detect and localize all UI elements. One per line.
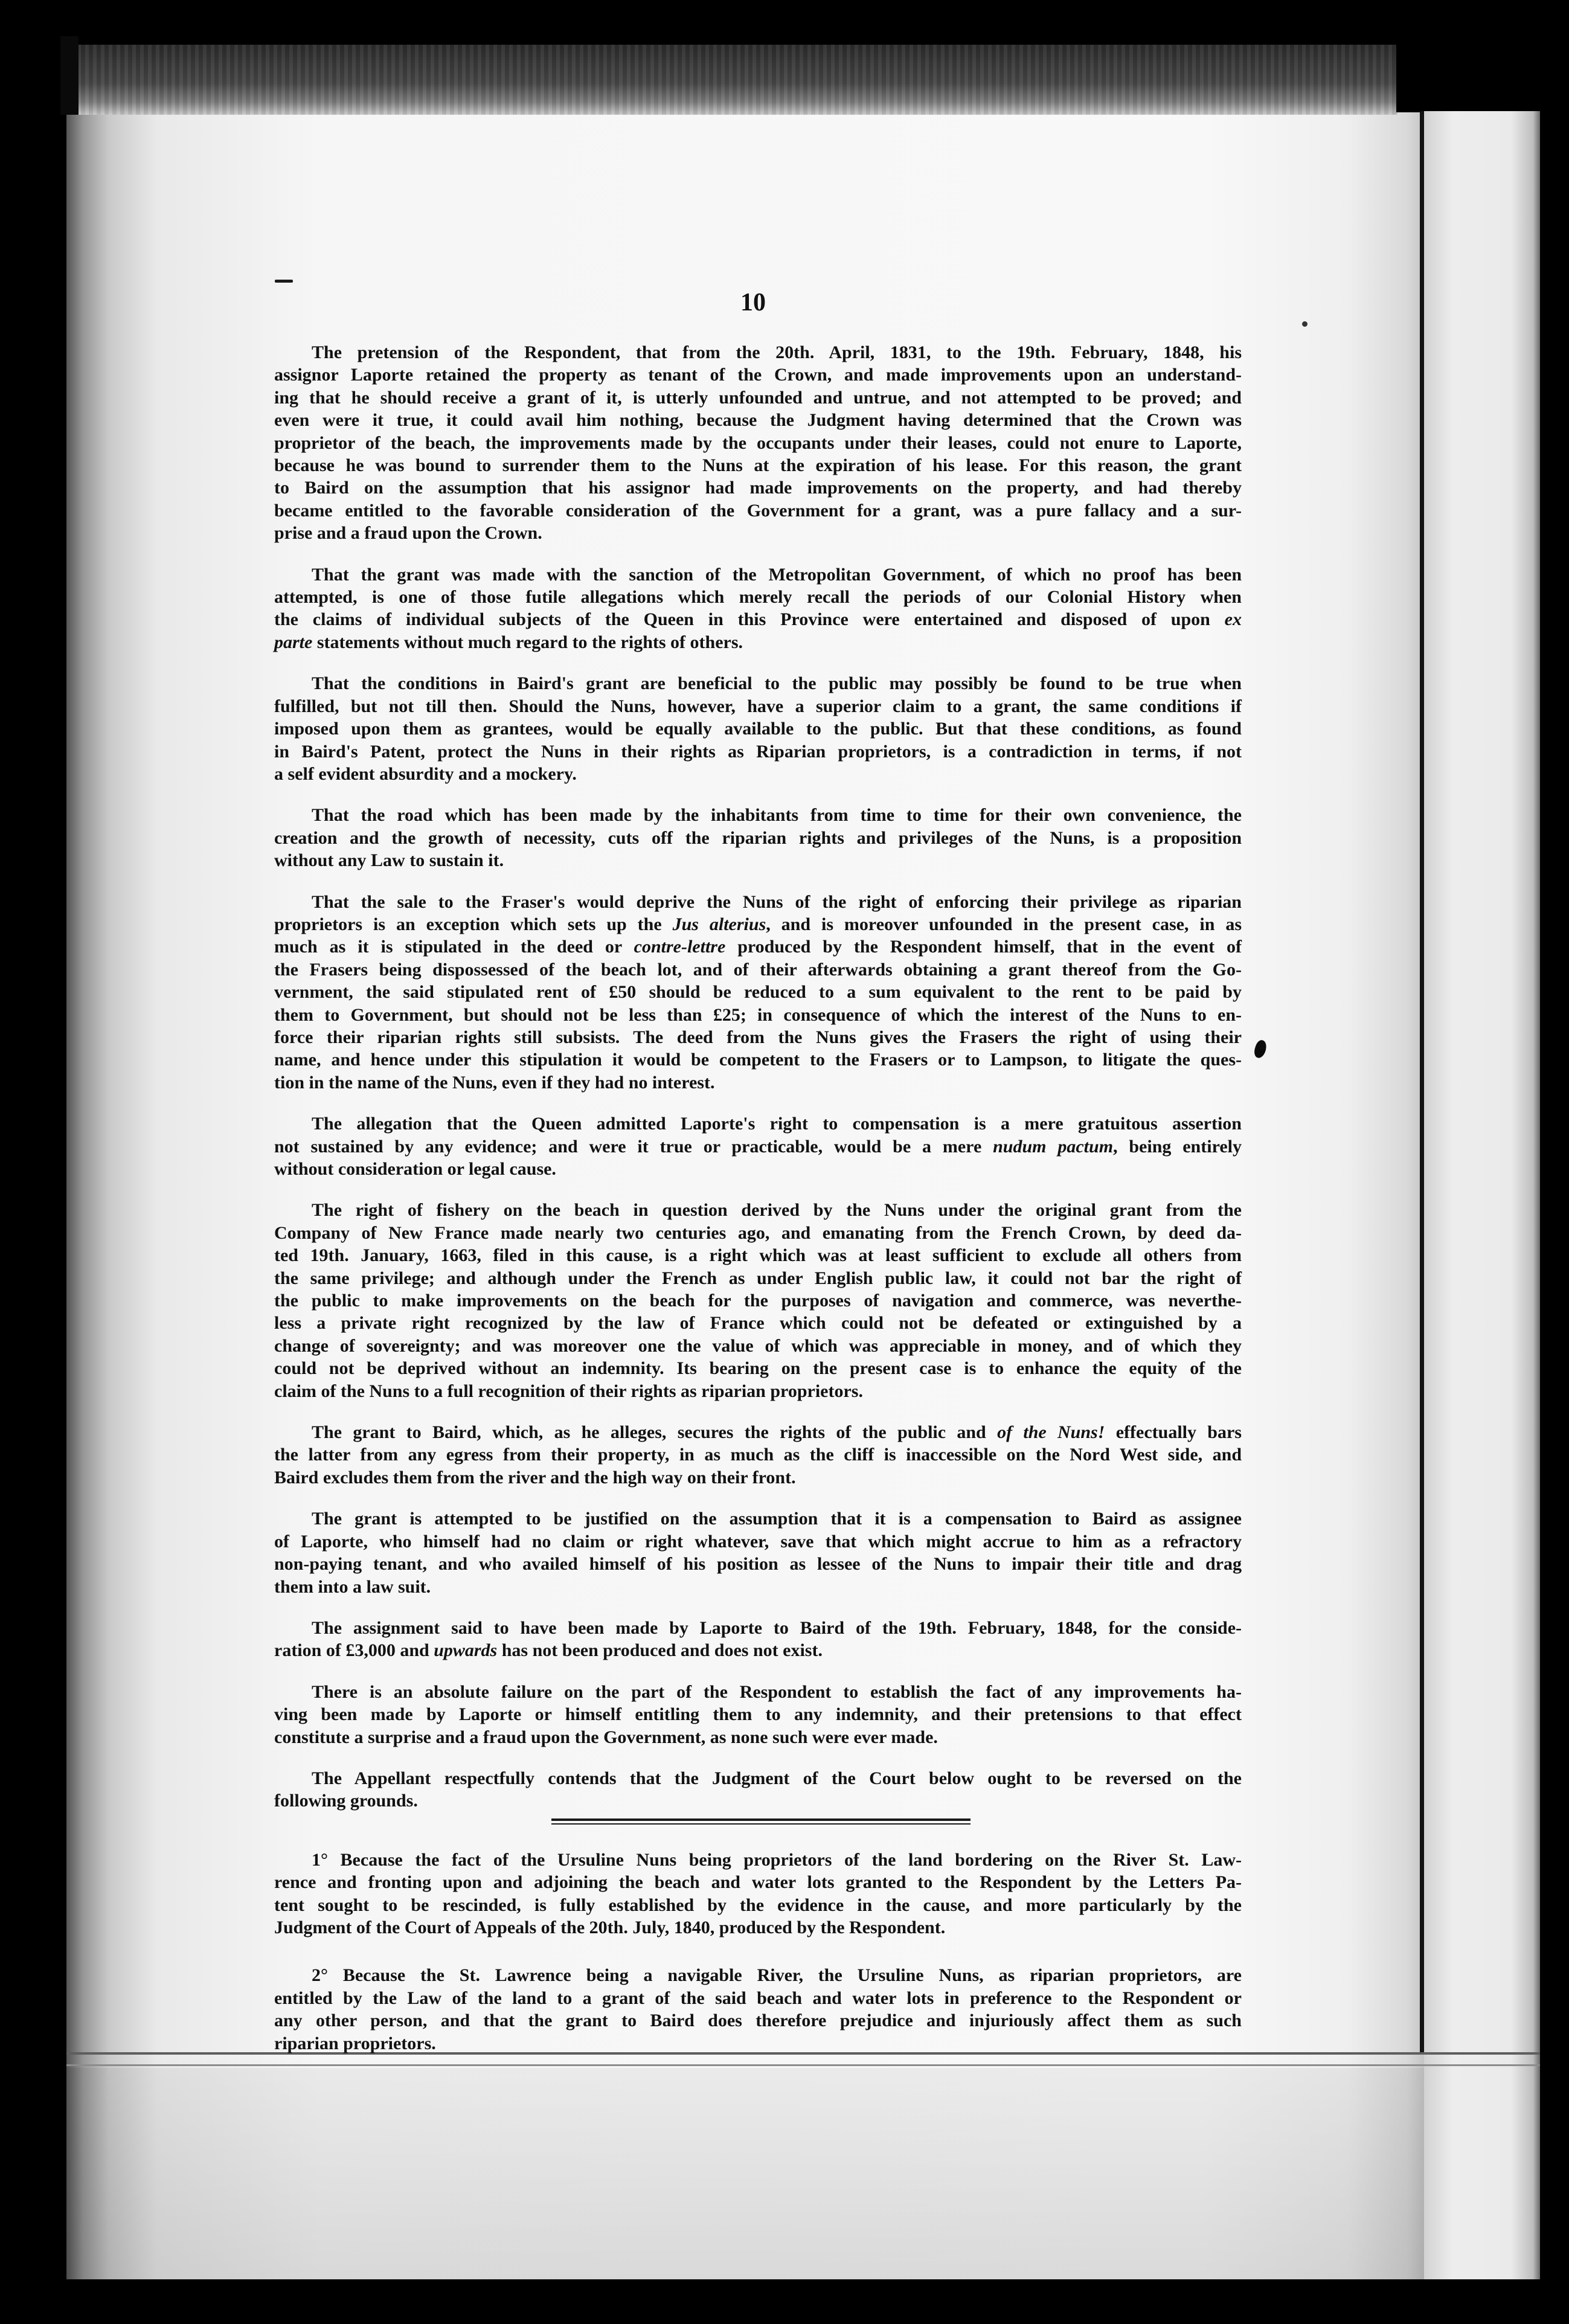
text-line: The assignment said to have been made by Laporte to Baird of the 19th. February, 1848, for the conside- xyxy=(312,1617,1242,1638)
text-line: vernment, the said stipulated rent of £50 should be reduced to a sum equivalent to the rent to be paid by xyxy=(274,982,1242,1003)
text-segment: not sustained by any evidence; and were it true or practicable, would be a mere xyxy=(274,1136,993,1157)
text-line: prise and a fraud upon the Crown. xyxy=(274,523,542,544)
text-line: the public to make improvements on the beach for the purposes of navigation and commerce, was neverthe- xyxy=(274,1291,1242,1311)
text-line: ving been made by Laporte or himself entitling them to any indemnity, and their pretensions to that effect xyxy=(274,1704,1242,1725)
text-line: There is an absolute failure on the part of the Respondent to establish the fact of any improvements ha- xyxy=(312,1681,1242,1702)
ground-paragraph xyxy=(274,1964,1242,2055)
text-segment: statements without much regard to the rights of others. xyxy=(312,632,743,652)
section-divider-rule xyxy=(551,1818,971,1825)
text-line: the latter from any egress from their property, in as much as the cliff is inaccessible on the Nord West side, and xyxy=(274,1445,1242,1465)
text-line: any other person, and that the grant to Baird does therefore prejudice and injuriously affect them as such xyxy=(274,2011,1242,2031)
text-line: The right of fishery on the beach in question derived by the Nuns under the original grant from the xyxy=(312,1200,1242,1221)
ink-mark xyxy=(275,280,293,283)
text-line: That the grant was made with the sanction of the Metropolitan Government, of which no proof has been xyxy=(312,564,1242,585)
argument-paragraph xyxy=(274,1421,1242,1489)
italic-phrase: ex xyxy=(1224,609,1242,630)
text-line: constitute a surprise and a fraud upon the Government, as none such were ever made. xyxy=(274,1727,938,1747)
text-line xyxy=(274,631,1242,653)
text-line: attempted, is one of those futile allegations which merely recall the periods of our Colonial History when xyxy=(274,587,1242,608)
scan-border xyxy=(60,36,79,115)
argument-paragraph xyxy=(274,1767,1242,1812)
argument-paragraph xyxy=(274,1681,1242,1748)
scan-border xyxy=(1396,36,1569,112)
argument-paragraph xyxy=(274,1507,1242,1598)
argument-paragraph xyxy=(274,563,1242,654)
page-fold-line xyxy=(1420,111,1424,2055)
text-line: riparian proprietors. xyxy=(274,2033,436,2053)
text-segment: the claims of individual subjects of the Queen in this Province were entertained and disposed of upon xyxy=(274,609,1225,630)
ground-paragraph xyxy=(274,1849,1242,1939)
text-line: the Frasers being dispossessed of the beach lot, and of their afterwards obtaining a grant thereof from the Go- xyxy=(274,959,1242,980)
text-line: because he was bound to surrender them to the Nuns at the expiration of his lease. For this reason, the grant xyxy=(274,455,1242,476)
text-line: ing that he should receive a grant of it, is utterly unfounded and untrue, and not attempted to be proved; and xyxy=(274,387,1242,408)
text-line xyxy=(274,1135,1242,1158)
argument-paragraph xyxy=(274,1617,1242,1662)
text-line xyxy=(274,1639,1242,1661)
page-top-edge-shadow xyxy=(77,45,1397,115)
page-number: 10 xyxy=(740,289,766,316)
text-line: That the conditions in Baird's grant are beneficial to the public may possibly be found to be true when xyxy=(312,673,1242,694)
text-segment: produced by the Respondent himself, that in the event of xyxy=(725,937,1242,957)
italic-phrase: of the Nuns! xyxy=(997,1422,1105,1443)
text-line: The allegation that the Queen admitted Laporte's right to compensation is a mere gratuitous assertion xyxy=(312,1114,1242,1134)
italic-phrase: parte xyxy=(274,632,313,652)
italic-phrase: Jus alterius xyxy=(672,914,766,934)
text-line: a self evident absurdity and a mockery. xyxy=(274,763,577,784)
text-line: force their riparian rights still subsists. The deed from the Nuns gives the Frasers the right of using their xyxy=(274,1027,1242,1047)
text-segment: proprietors is an exception which sets up the xyxy=(274,914,673,934)
text-line xyxy=(274,913,1242,936)
argument-section xyxy=(274,341,1242,1812)
text-segment: , being entirely xyxy=(1113,1136,1242,1157)
text-line: them to Government, but should not be less than £25; in consequence of which the interest of the Nuns to en- xyxy=(274,1004,1242,1025)
text-line: imposed upon them as grantees, would be equally available to the public. But that these conditions, as found xyxy=(274,719,1242,739)
text-line: tent sought to be rescinded, is fully established by the evidence in the cause, and more particularly by the xyxy=(274,1895,1242,1915)
italic-phrase: contre-lettre xyxy=(634,937,726,957)
argument-paragraph xyxy=(274,891,1242,1094)
text-line: 2° Because the St. Lawrence being a navigable River, the Ursuline Nuns, as riparian proprietors, are xyxy=(312,1965,1242,1986)
text-line: the same privilege; and although under the French as under English public law, it could not bar the right of xyxy=(274,1268,1242,1288)
text-line: less a private right recognized by the law of France which could not be defeated or extinguished by a xyxy=(274,1313,1242,1334)
argument-paragraph xyxy=(274,1112,1242,1180)
argument-paragraph xyxy=(274,341,1242,545)
text-line: The Appellant respectfully contends that the Judgment of the Court below ought to be reversed on the xyxy=(312,1768,1242,1788)
text-line: entitled by the Law of the land to a grant of the said beach and water lots in preference to the Respondent or xyxy=(274,1988,1242,2008)
text-line: The pretension of the Respondent, that from the 20th. April, 1831, to the 19th. February, 1848, his xyxy=(312,342,1242,362)
text-line: Baird excludes them from the river and the high way on their front. xyxy=(274,1467,796,1488)
text-line: non-paying tenant, and who availed himself of his position as lessee of the Nuns to impair their title and drag xyxy=(274,1554,1242,1574)
text-line: name, and hence under this stipulation it would be competent to the Frasers or to Lampson, to litigate the ques- xyxy=(274,1050,1242,1070)
text-segment: ration of £3,000 and xyxy=(274,1640,434,1661)
page-bottom-margin xyxy=(66,2068,1424,2279)
argument-paragraph xyxy=(274,804,1242,872)
text-line: could not be deprived without an indemnity. Its bearing on the present case is to enhance the equity of the xyxy=(274,1358,1242,1379)
scan-horizontal-line xyxy=(66,2064,1540,2066)
text-line: of Laporte, who himself had no claim or right whatever, save that which might accrue to him as a refractory xyxy=(274,1531,1242,1552)
text-line: That the sale to the Fraser's would deprive the Nuns of the right of enforcing their privilege as riparian xyxy=(312,891,1242,912)
italic-phrase: upwards xyxy=(434,1640,498,1661)
text-line: to Baird on the assumption that his assignor had made improvements on the property, and had thereby xyxy=(274,478,1242,498)
text-line: claim of the Nuns to a full recognition of their rights as riparian proprietors. xyxy=(274,1381,863,1401)
text-line: proprietor of the beach, the improvements made by the occupants under their leases, could not enure to Laporte, xyxy=(274,432,1242,453)
text-line: That the road which has been made by the inhabitants from time to time for their own convenience, the xyxy=(312,805,1242,826)
text-line: Judgment of the Court of Appeals of the 20th. July, 1840, produced by the Respondent. xyxy=(274,1917,946,1937)
text-segment: , and is moreover unfounded in the present case, in as xyxy=(766,914,1242,934)
text-line: following grounds. xyxy=(274,1791,418,1811)
grounds-section xyxy=(274,1849,1242,2055)
italic-phrase: nudum pactum xyxy=(993,1136,1114,1157)
text-line: rence and fronting upon and adjoining the beach and water lots granted to the Respondent by the Letters Pa- xyxy=(274,1872,1242,1893)
text-line: Company of New France made nearly two centuries ago, and emanating from the French Crown, by deed da- xyxy=(274,1222,1242,1243)
text-line: them into a law suit. xyxy=(274,1576,431,1597)
text-line: without consideration or legal cause. xyxy=(274,1159,556,1179)
text-line xyxy=(274,1421,1242,1443)
text-line: in Baird's Patent, protect the Nuns in their rights as Riparian proprietors, is a contradiction in terms, if not xyxy=(274,741,1242,762)
text-line: assignor Laporte retained the property as tenant of the Crown, and made improvements upon an understand- xyxy=(274,365,1242,385)
text-line: 1° Because the fact of the Ursuline Nuns being proprietors of the land bordering on the River St. Law- xyxy=(312,1849,1242,1870)
text-line: became entitled to the favorable consideration of the Government for a grant, was a pure fallacy and a sur- xyxy=(274,500,1242,521)
text-line: fulfilled, but not till then. Should the Nuns, however, have a superior claim to a grant, the same conditions if xyxy=(274,696,1242,716)
text-segment: The grant to Baird, which, as he alleges, secures the rights of the public and xyxy=(312,1422,998,1443)
ink-mark xyxy=(1302,321,1308,327)
text-line: tion in the name of the Nuns, even if they had no interest. xyxy=(274,1072,715,1093)
text-segment: has not been produced and does not exist. xyxy=(497,1640,823,1661)
adjacent-page-edge xyxy=(1424,111,1540,2279)
text-line xyxy=(274,608,1242,631)
text-segment: effectually bars xyxy=(1105,1422,1242,1443)
text-line xyxy=(274,936,1242,958)
text-line: The grant is attempted to be justified on the assumption that it is a compensation to Baird as assignee xyxy=(312,1509,1242,1529)
text-segment: much as it is stipulated in the deed or xyxy=(274,937,634,957)
argument-paragraph xyxy=(274,1199,1242,1402)
text-line: change of sovereignty; and was moreover one the value of which was appreciable in money, and of which they xyxy=(274,1335,1242,1356)
text-line: without any Law to sustain it. xyxy=(274,850,504,871)
argument-paragraph xyxy=(274,672,1242,785)
text-line: even were it true, it could avail him nothing, because the Judgment having determined that the Crown was xyxy=(274,410,1242,431)
document-body xyxy=(274,341,1242,2055)
text-line: ted 19th. January, 1663, filed in this cause, is a right which was at least sufficient to exclude all others from xyxy=(274,1245,1242,1266)
text-line: creation and the growth of necessity, cuts off the riparian rights and privileges of the Nuns, is a proposition xyxy=(274,827,1242,848)
